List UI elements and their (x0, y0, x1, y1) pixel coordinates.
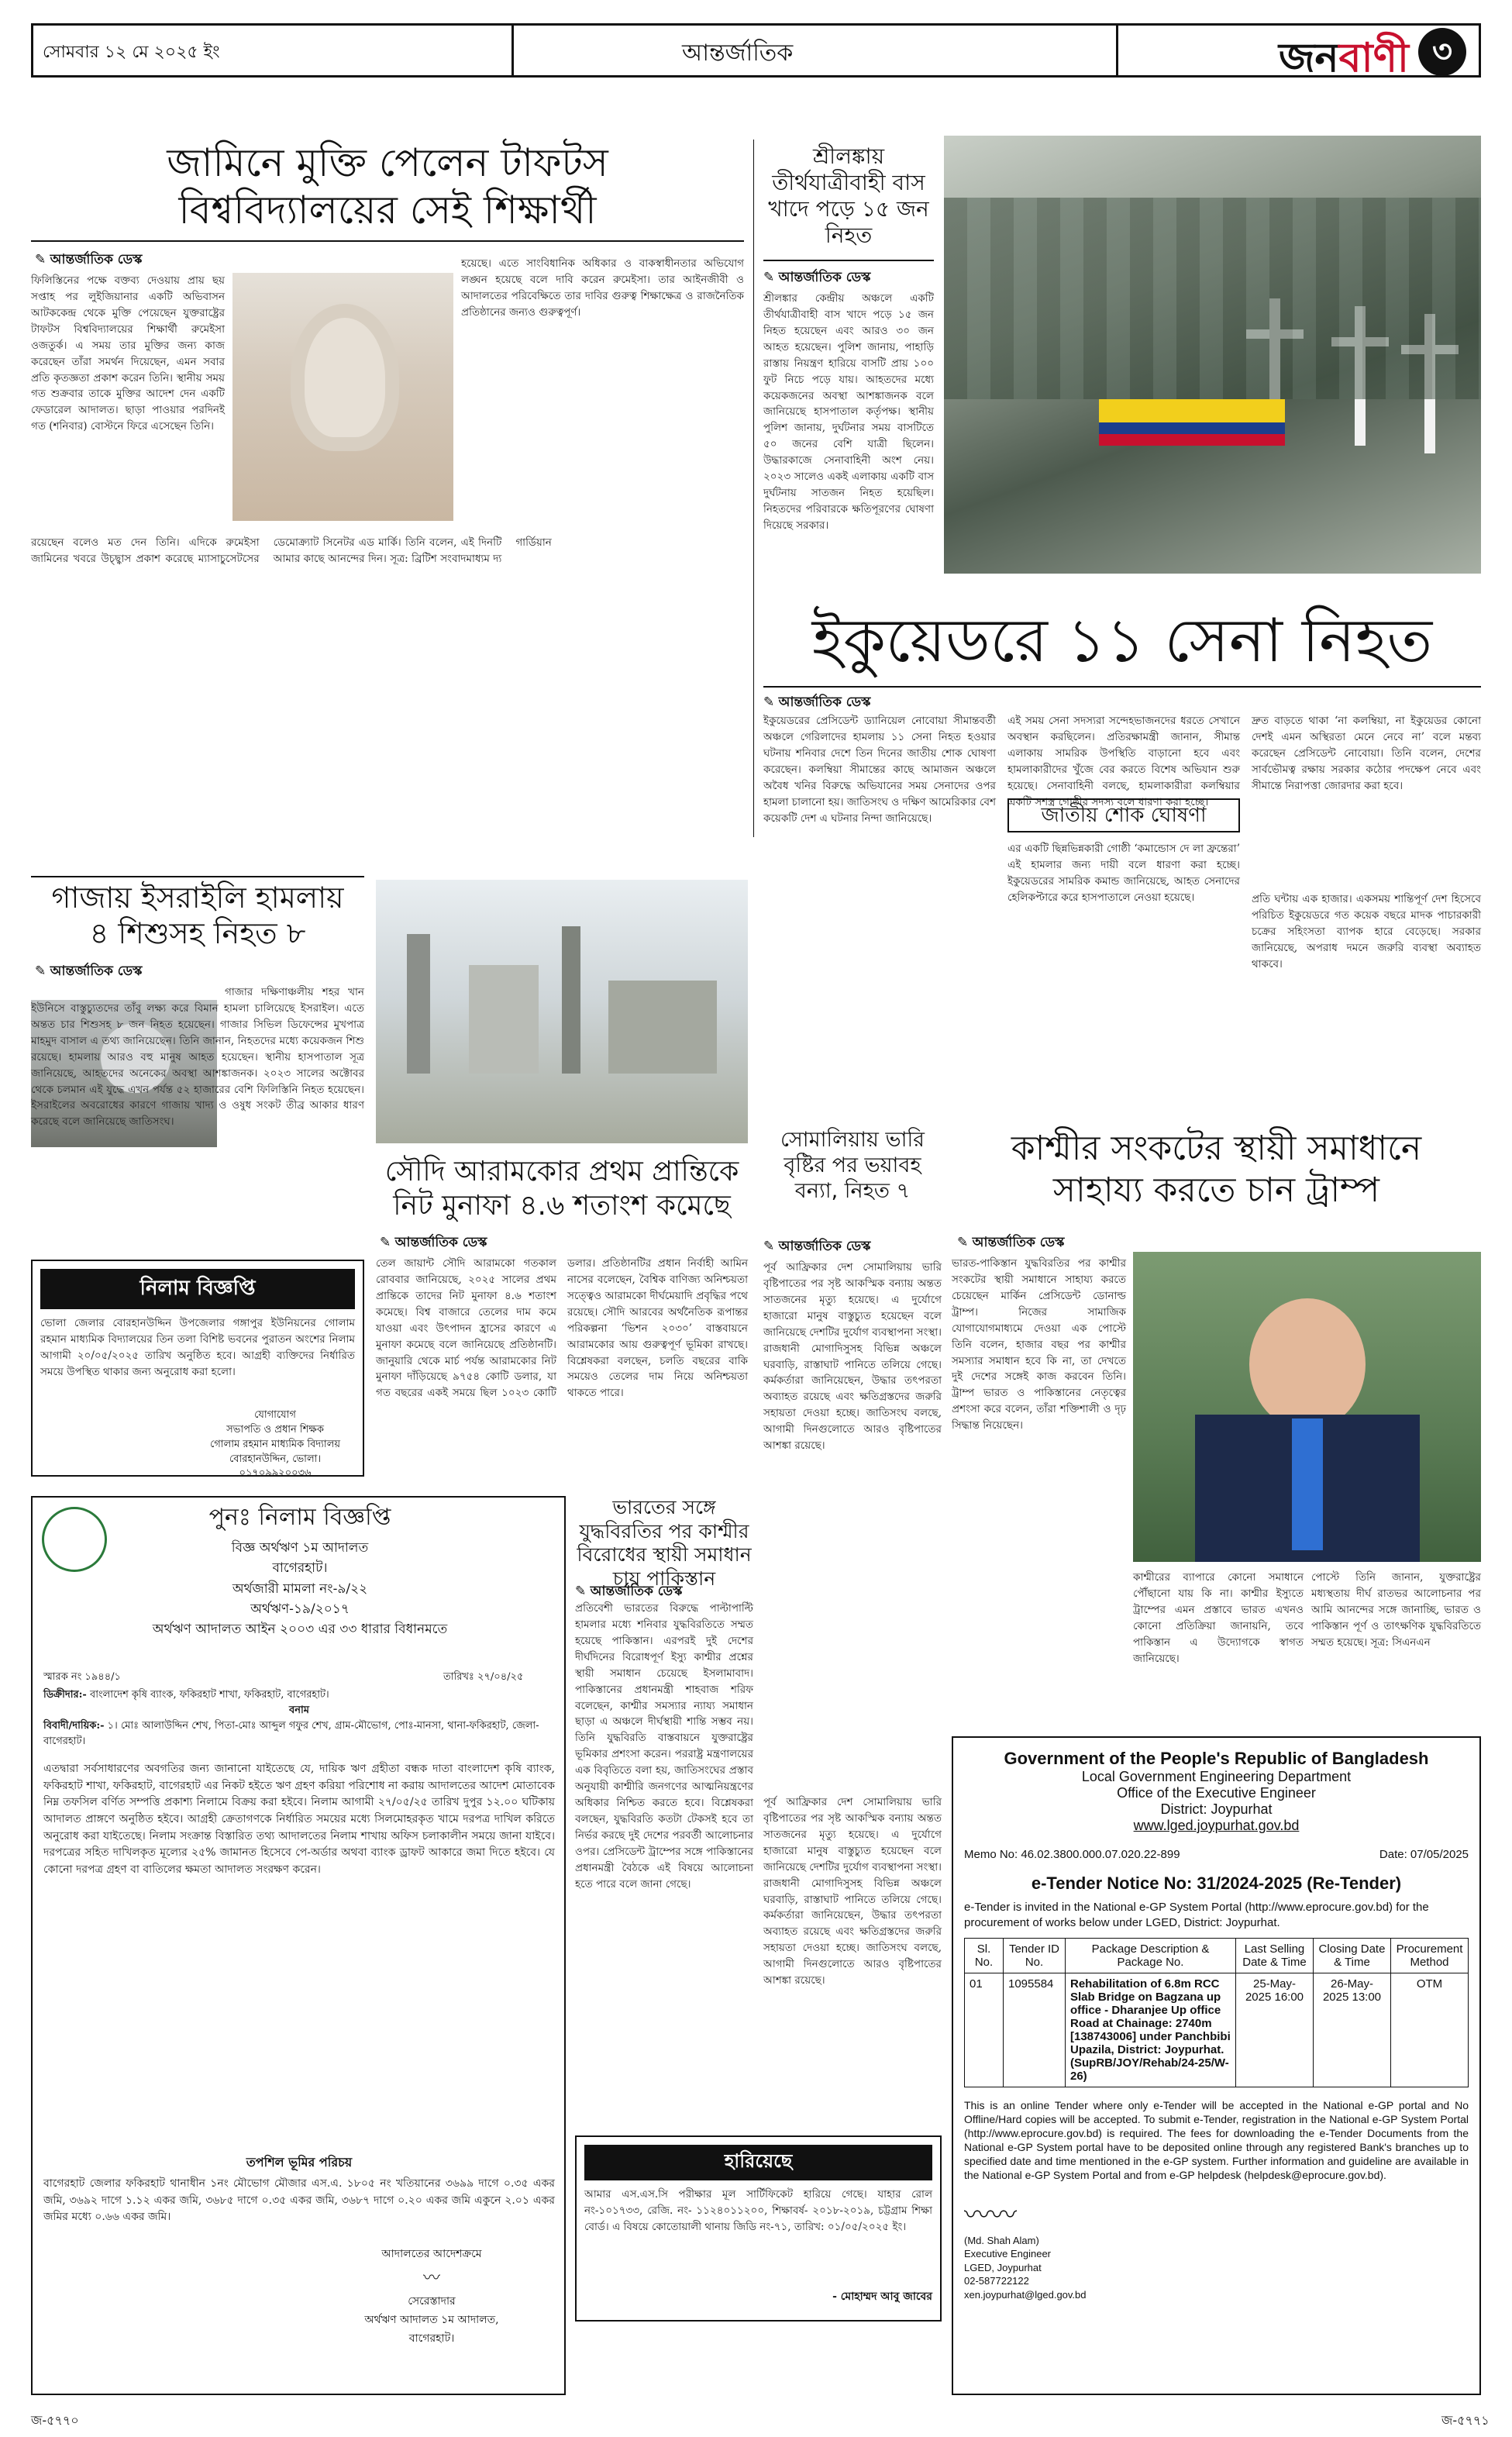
case-line: অর্থজারী মামলা নং-৯/২২ (232, 1580, 368, 1597)
newspaper-logo (1279, 26, 1409, 94)
article-desk: ✎ আন্তর্জাতিক ডেস্ক (35, 250, 142, 271)
headline-line: গাজায় ইসরাইলি হামলায় (51, 881, 344, 915)
office-name: Office of the Executive Engineer (1117, 1785, 1316, 1801)
divider (763, 260, 934, 261)
memo-number: Memo No: 46.02.3800.000.07.020.22-899 (964, 1848, 1180, 1861)
column-header: Closing Date & Time (1314, 1938, 1391, 1973)
article-headline: ইকুয়েডরে ১১ সেনা নিহত (811, 606, 1433, 676)
person-tie (1292, 1418, 1323, 1550)
case-line: অর্থঋণ-১৯/২০১৭ (250, 1601, 350, 1618)
column-header: Sl. No. (965, 1938, 1004, 1973)
article-desk: ✎ আন্তর্জাতিক ডেস্ক (35, 961, 142, 983)
article-body: গাজার দক্ষিণাঞ্চলীয় শহর খান ইউনিসে বাস্তুচ্যুতদের তাঁবু লক্ষ্য করে বিমান হামলা চালিয়েছে ইসরাইল। এতে অন্তত চার শিশুসহ ৮ জন নিহত হয়েছেন। গাজার সিভিল ডিফেন্সের মুখপাত্র মাহমুদ বাসাল এ তথ্য জানিয়েছেন। তিনি জানান, নিহতদের মধ্যে কয়েকজন শিশু রয়েছে। হামলায় আরও বহু মানুষ আহত হয়েছেন। স্থানীয় হাসপাতাল সূত্র জানিয়েছে, আহতদের অনেকের অবস্থা আশঙ্কাজনক। ২০২৩ সালের অক্টোবর থেকে চলমান এই যুদ্ধে এখন পর্যন্ত ৫২ হাজারের বেশি ফিলিস্তিনি নিহত হয়েছেন। ইসরাইলের অবরোধের কারণে গাজায় খাদ্য ও ওষুধ সংকট তীব্র আকার ধারণ করেছে বলে জানিয়েছে জাতিসংঘ। (31, 986, 364, 1129)
memo-date: Date: 07/05/2025 (1379, 1848, 1469, 1861)
article-desk: ✎ আন্তর্জাতিক ডেস্ক (763, 1236, 870, 1258)
tender-intro: e-Tender is invited in the National e-GP System Portal (http://www.eprocure.gov.bd) for the procurement of works below under LGED, District: Joypurhat. (964, 1901, 1429, 1930)
article-body: ফিলিস্তিনের পক্ষে বক্তব্য দেওয়ায় প্রায় ছয় সপ্তাহ পর লুইজিয়ানার একটি অভিবাসন আটককেন্দ্র থেকে মুক্তি পেয়েছেন যুক্তরাষ্ট্রের টাফটস বিশ্ববিদ্যালয়ের শিক্ষার্থী রুমেইসা ওজতুর্ক। এ সময় তার মুক্তির জন্য কাজ করেছেন তাঁরা সমর্থন দিয়েছেন, এমন সবার প্রতি কৃতজ্ঞতা প্রকাশ করেন তিনি। স্থানীয় সময় গত শুক্রবার তাকে মুক্তির আদেশ দেন একটি ফেডারেল আদালত। ছাড়া পাওয়ার পরদিনই গত (শনিবার) বোস্টনে ফিরে এসেছেন তিনি। (31, 274, 225, 433)
signature-scribble: 〰〰 (964, 2199, 1017, 2231)
article-body: পোস্টে তিনি জানান, যুক্তরাষ্ট্রের মধ্যস্থতায় দীর্ঘ রাতভর আলোচনার পর আমি আনন্দের সঙ্গে জানাচ্ছি, ভারত ও পাকিস্তান পূর্ণ ও তাৎক্ষণিক যুদ্ধবিরতিতে সম্মত হয়েছে। সূত্র: সিএনএন (1311, 1571, 1481, 1649)
headline-line: নিট মুনাফা ৪.৬ শতাংশ কমেছে (393, 1189, 731, 1222)
memo-date: তারিখঃ ২৭/০৪/২৫ (443, 1671, 524, 1683)
tender-table (964, 1938, 1469, 2087)
parties (43, 1687, 555, 1750)
masthead-divider (1116, 23, 1118, 78)
tender-notice (952, 1736, 1481, 2395)
signature-line: xen.joypurhat@lged.gov.bd (964, 2288, 1087, 2301)
soldiers-funeral-photo (944, 136, 1481, 574)
column-header: Package Description & Package No. (1066, 1938, 1236, 1973)
tender-signature (964, 2198, 1469, 2302)
article-body: এই সময় সেনা সদস্যরা সন্দেহভাজনদের ধরতে সেখানে অবস্থান করছিলেন। প্রতিরক্ষামন্ত্রী জানান, সীমান্ত এলাকায় সামরিক উপস্থিতি বাড়ানো হবে এবং হামলাকারীদের খুঁজে বের করতে বিশেষ অভিযান শুরু হয়েছে। সেনাবাহিনী বলছে, হামলাকারীরা কলম্বিয়ার একটি সশস্ত্র গোষ্ঠীর সদস্য বলে ধারণা করা হচ্ছে। (1007, 715, 1240, 808)
district-name: District: Joypurhat (1160, 1801, 1273, 1817)
headline-line: সৌদি আরামকোর প্রথম প্রান্তিকে (384, 1156, 739, 1187)
signature-scribble: 〰 (422, 2268, 440, 2288)
signature-line: LGED, Joypurhat (964, 2261, 1042, 2273)
cell-last-sell: 25-May-2025 16:00 (1236, 1973, 1314, 2087)
divider (31, 876, 364, 877)
trump-photo (1133, 1252, 1481, 1562)
sub-headline: জাতীয় শোক ঘোষণা (1007, 798, 1240, 832)
tower (407, 934, 430, 1074)
cell-id: 1095584 (1004, 1973, 1066, 2087)
court-seal-icon (42, 1507, 107, 1572)
cell-desc: Rehabilitation of 6.8m RCC Slab Bridge on Bagzana up office - Dharanjee Up office Road at Chainage: 2740m [138743006] under Panchbibi Upazila, District: Joypurhat. (SupRB/JOY/Rehab/24-25/W-26) (1066, 1973, 1236, 2087)
ad-code-right: জ-৫৭৭১ (1441, 2413, 1490, 2428)
article-body: ইকুয়েডরের প্রেসিডেন্ট ড্যানিয়েল নোবোয়া সীমান্তবর্তী অঞ্চলে গেরিলাদের হামলায় ১১ সেনা নিহত হওয়ার ঘটনায় শনিবার দেশে তিন দিনের জাতীয় শোক ঘোষণা করেছেন। কলম্বিয়া সীমান্তের কাছে আমাজন অঞ্চলে অবৈধ খনির বিরুদ্ধে অভিযানের সময় সেনাদের ওপর হামলা চালানো হয়। জাতিসংঘ ও দক্ষিণ আমেরিকার বেশ কয়েকটি দেশ এ ঘটনার নিন্দা জানিয়েছে। (763, 715, 996, 825)
schedule-title: তপশিল ভূমির পরিচয় (246, 2155, 353, 2170)
article-body: পূর্ব আফ্রিকার দেশ সোমালিয়ায় ভারি বৃষ্টিপাতের পর সৃষ্ট আকস্মিক বন্যায় অন্তত সাতজনের মৃত্যু হয়েছে। এ দুর্যোগে হাজারো মানুষ বাস্তুচ্যুত হয়েছেন বলে জানিয়েছে দেশটির দুর্যোগ ব্যবস্থাপনা সংস্থা। রাজধানী মোগাদিসুসহ বিভিন্ন অঞ্চলে ঘরবাড়ি, রাস্তাঘাট পানিতে তলিয়ে গেছে। কর্মকর্তারা জানিয়েছেন, উদ্ধার তৎপরতা অব্যাহত রয়েছে এবং ক্ষতিগ্রস্তদের জরুরি সহায়তা দেওয়া হচ্ছে। জাতিসংঘ বলছে, আগামী দিনগুলোতে আরও বৃষ্টিপাতের আশঙ্কা রয়েছে। (763, 1796, 942, 1987)
memo-number: স্মারক নং ১৯৪৪/১ (43, 1671, 121, 1683)
person-face (1249, 1298, 1366, 1430)
notice-title: পুনঃ নিলাম বিজ্ঞপ্তি (208, 1504, 391, 1531)
divider (31, 240, 744, 242)
article-headline: সোমালিয়ায় ভারি বৃষ্টির পর ভয়াবহ বন্যা, নিহত ৭ (780, 1128, 925, 1203)
tower (562, 926, 580, 1074)
signature-line: ০১৭০৯৯২০০৩৬ (239, 1467, 312, 1480)
tank (608, 981, 717, 1074)
court-name (110, 1538, 490, 1640)
dept-name: Local Government Engineering Department (1081, 1769, 1352, 1784)
notice-body: ভোলা জেলার বোরহানউদ্দিন উপজেলার গঙ্গাপুর ইউনিয়নের গোলাম রহমান মাধ্যমিক বিদ্যালয়ের তিন তলা বিশিষ্ট ভবনের পুরাতন অংশের নিলাম আগামী ২০/০৫/২০২৫ তারিখ অনুষ্ঠিত হবে। আগ্রহী ব্যক্তিদের নির্ধারিত সময়ে উপস্থিত থাকার জন্য অনুরোধ করা হলো। (40, 1317, 355, 1378)
signature-line: বোরহানউদ্দিন, ভোলা। (229, 1453, 322, 1465)
website-link[interactable]: www.lged.joypurhat.gov.bd (1133, 1818, 1300, 1833)
re-auction-notice (31, 1496, 566, 2395)
lost-notice (575, 2135, 942, 2322)
signature-line: অর্থঋণ আদালত ১ম আদালত, (364, 2313, 499, 2326)
cell-sl: 01 (965, 1973, 1004, 2087)
article-body: পূর্ব আফ্রিকার দেশ সোমালিয়ায় ভারি বৃষ্টিপাতের পর সৃষ্ট আকস্মিক বন্যায় অন্তত সাতজনের মৃত্যু হয়েছে। এ দুর্যোগে হাজারো মানুষ বাস্তুচ্যুত হয়েছেন বলে জানিয়েছে দেশটির দুর্যোগ ব্যবস্থাপনা সংস্থা। রাজধানী মোগাদিসুসহ বিভিন্ন অঞ্চলে ঘরবাড়ি, রাস্তাঘাট পানিতে তলিয়ে গেছে। কর্মকর্তারা জানিয়েছেন, উদ্ধার তৎপরতা অব্যাহত রয়েছে এবং ক্ষতিগ্রস্তদের জরুরি সহায়তা দেওয়া হচ্ছে। জাতিসংঘ বলছে, আগামী দিনগুলোতে আরও বৃষ্টিপাতের আশঙ্কা রয়েছে। (763, 1261, 942, 1453)
debtor: ১। মোঃ আলাউদ্দিন শেখ, পিতা-মোঃ আব্দুল গফুর শেখ, গ্রাম-মৌভোগ, পোঃ-মানসা, থানা-ফকিরহাট, জেলা-বাগেরহাট। (43, 1720, 539, 1748)
court-line: বাগেরহাট। (272, 1560, 328, 1577)
headline-line: কাশ্মীর সংকটের স্থায়ী সমাধানে (1011, 1129, 1422, 1168)
article-body: রয়েছেন বলেও মত দেন তিনি। এদিকে রুমেইসা জামিনের খবরে উচ্ছ্বাস প্রকাশ করেছে ম্যাসাচুসেটসের ডেমোক্র্যাট সিনেটর এড মার্কি। তিনি বলেন, এই দিনটি আমার কাছে আনন্দের দিন। সূত্র: ব্রিটিশ সংবাদমাধ্যম দ্য গার্ডিয়ান (31, 536, 552, 565)
section-title: আন্তর্জাতিক (682, 40, 794, 67)
article-headline: ভারতের সঙ্গে যুদ্ধবিরতির পর কাশ্মীর বিরোধের স্থায়ী সমাধান চায় পাকিস্তান (577, 1496, 752, 1590)
article-body: কাশ্মীরের ব্যাপারে কোনো সমাধানে পৌঁছানো যায় কি না। কাশ্মীর ইস্যুতে ট্রাম্পের এমন প্রস্তাবে ভারত এখনও কোনো প্রতিক্রিয়া জানায়নি, তবে পাকিস্তান এ উদ্যোগকে স্বাগত জানিয়েছে। (1133, 1571, 1304, 1665)
versus-label: বনাম (289, 1705, 309, 1717)
page-number: ৩ (1418, 28, 1466, 76)
person-figure (291, 304, 399, 451)
schedule-body: বাগেরহাট জেলার ফকিরহাট থানাধীন ১নং মৌভোগ মৌজার এস.এ. ১৮০৫ নং খতিয়ানের ৩৬৯৯ দাগে ০.৩৫ একর জমি, ৩৬৯২ দাগে ১.১২ একর জমি, ৩৬৮৫ দাগে ০.৩৫ একর জমি, ৩৬৮৭ দাগে ০.২০ একর জমি একুনে ২.০১ একর জমির মধ্যে ০.৬৬ একর জমি। (43, 2177, 555, 2224)
masthead-divider (511, 23, 514, 78)
soldiers-row (944, 198, 1481, 399)
divider (763, 686, 1481, 688)
article-body: প্রতি ঘন্টায় এক হাজার। একসময় শান্তিপূর্ণ দেশ হিসেবে পরিচিত ইকুয়েডরে গত কয়েক বছরে মাদক পাচারকারী চক্রের সহিংসতা ব্যাপক হারে বেড়েছে। সরকার জানিয়েছে, অপরাধ দমনে জরুরি ব্যবস্থা অব্যাহত থাকবে। (1252, 893, 1481, 970)
headline-line: জামিনে মুক্তি পেলেন টাফটস (167, 140, 608, 185)
column-header: Last Selling Date & Time (1236, 1938, 1314, 1973)
article-desk: ✎ আন্তর্জাতিক ডেস্ক (957, 1232, 1064, 1254)
decree-holder: বাংলাদেশ কৃষি ব্যাংক, ফকিরহাট শাখা, ফকিরহাট, বাগেরহাট। (89, 1689, 329, 1701)
article-desk: ✎ আন্তর্জাতিক ডেস্ক (380, 1232, 487, 1254)
headline-line: বিশ্ববিদ্যালয়ের সেই শিক্ষার্থী (178, 188, 597, 233)
signature-line: যোগাযোগ (254, 1409, 296, 1421)
article-headline (31, 880, 364, 952)
tank (469, 965, 539, 1074)
flag-draped-coffin (1099, 399, 1285, 446)
notice-body: এতদ্বারা সর্বসাধারণের অবগতির জন্য জানানো যাইতেছে যে, দায়িক ঋণ গ্রহীতা বন্ধক দাতা বাংলাদেশ কৃষি ব্যাংক, ফকিরহাট শাখা, ফকিরহাট, বাগেরহাট এর নিকট হইতে ঋণ গ্রহণ করিয়া পরিশোধ না করায় আদালতের আদেশ মোতাবেক নিম্ন তফসিল বর্ণিত সম্পত্তি প্রকাশ্য নিলামে বিক্রয় করা হইবে। নিলাম আগামী ২৭/০৫/২৫ তারিখ দুপুর ১২.০০ ঘটিকায় আদালত প্রাঙ্গণে অনুষ্ঠিত হইবে। আগ্রহী ক্রেতাগণকে নির্ধারিত সময়ের মধ্যে সিলমোহরকৃত খামে দরপত্র দাখিল করিতে অনুরোধ করা যাইতেছে। নিলাম সংক্রান্ত বিস্তারিত তথ্য আদালতের নিলাম শাখায় অফিস চলাকালীন সময়ে জানা যাইবে। দরপত্রের সহিত দাখিলকৃত মূল্যের ২৫% জামানত হিসেবে পে-অর্ডার অথবা ব্যাংক ড্রাফট আকারে জমা দিতে হইবে। যে কোনো দরপত্র গ্রহণ বা বাতিলের ক্ষমতা আদালত সংরক্ষণ করেন। (43, 1763, 555, 1877)
article-body: প্রতিবেশী ভারতের বিরুদ্ধে পাল্টাপাল্টি হামলার মধ্যে শনিবার যুদ্ধবিরতিতে সম্মত হয়েছে পাকিস্তান। এরপরই দুই দেশের দীর্ঘদিনের বিরোধপূর্ণ ইস্যু কাশ্মীর প্রশ্নের স্থায়ী সমাধান চেয়েছে ইসলামাবাদ। পাকিস্তানের প্রধানমন্ত্রী শাহবাজ শরিফ বলেছেন, কাশ্মীর সমস্যার ন্যায্য সমাধান ছাড়া এ অঞ্চলে দীর্ঘস্থায়ী শান্তি সম্ভব নয়। তিনি যুদ্ধবিরতি বাস্তবায়নে যুক্তরাষ্ট্রের ভূমিকার প্রশংসা করেন। পররাষ্ট্র মন্ত্রণালয়ের এক বিবৃতিতে বলা হয়, জাতিসংঘের প্রস্তাব অনুযায়ী কাশ্মীরি জনগণের আত্মনিয়ন্ত্রণের অধিকার নিশ্চিত করতে হবে। বিশ্লেষকরা বলছেন, যুদ্ধবিরতি কতটা টেকসই হবে তা নির্ভর করছে দুই দেশের পরবর্তী আলোচনার ওপর। প্রেসিডেন্ট ট্রাম্পের সঙ্গে পাকিস্তানের প্রধানমন্ত্রী বৈঠকে এই বিষয়ে আলোচনা হতে পারে বলে জানা গেছে। (575, 1602, 753, 1891)
article-body: এর একটি ছিন্নভিন্নকারী গোষ্ঠী ‘কমান্ডোস দে লা ফ্রন্তেরা’ এই হামলার জন্য দায়ী বলে ধারণা করা হচ্ছে। ইকুয়েডরের সামরিক কমান্ড জানিয়েছে, আহত সেনাদের হেলিকপ্টারে করে হাসপাতালে নেওয়া হয়েছে। (1007, 843, 1240, 904)
issue-date: সোমবার ১২ মে ২০২৫ ইং (43, 43, 220, 62)
gov-name: Government of the People's Republic of Bangladesh (1004, 1749, 1429, 1768)
auction-notice (31, 1260, 364, 1480)
headline-line: ৪ শিশুসহ নিহত ৮ (89, 916, 306, 951)
notice-signature (195, 1408, 355, 1481)
article-body: দ্রুত বাড়তে থাকা ‘না কলম্বিয়া, না ইকুয়েডর কোনো দেশই এমন অস্থিরতা মেনে নেবে না’ বলে মন্তব্য করেছেন প্রেসিডেন্ট নোবোয়া। তিনি বলেন, দেশের সার্বভৌমত্ব রক্ষায় সরকার কঠোর পদক্ষেপ নেবে এবং সীমান্তে নিরাপত্তা জোরদার করা হবে। (1252, 715, 1481, 792)
aramco-refinery-photo (376, 880, 748, 1143)
cell-method: OTM (1391, 1973, 1469, 2087)
notice-name: - মোহাম্মদ আবু জাবের (832, 2291, 932, 2303)
article-body: হয়েছে। এতে সাংবিধানিক অধিকার ও বাকস্বাধীনতার অভিযোগ লঙ্ঘন হয়েছে বলে দাবি করেন রুমেইসা। তার আইনজীবী ও আদালতের পরিবেক্ষিতে তার দাবির গুরুত্ব শিক্ষাক্ষেত্র ও রাজনৈতিক প্রতিষ্ঠানের জন্যও গুরুত্বপূর্ণ। (461, 257, 744, 319)
signature-line: বাগেরহাট। (408, 2332, 455, 2345)
act-line: অর্থঋণ আদালত আইন ২০০৩ এর ৩৩ ধারার বিধানমতে (152, 1622, 448, 1638)
signature-line: আদালতের আদেশক্রমে (381, 2248, 482, 2260)
signature-line: (Md. Shah Alam) (964, 2234, 1039, 2246)
signature-line: সেরেস্তাদার (408, 2295, 456, 2308)
logo-part-b: বাণী (1338, 35, 1409, 81)
notice-title: হারিয়েছে (584, 2145, 932, 2180)
student-photo (232, 273, 453, 521)
article-headline (31, 140, 744, 234)
tender-title: e-Tender Notice No: 31/2024-2025 (Re-Tender) (1031, 1873, 1402, 1893)
court-line: বিজ্ঞ অর্থঋণ ১ম আদালত (231, 1540, 369, 1556)
signature-line: সভাপতি ও প্রধান শিক্ষক (226, 1423, 324, 1436)
column-rule (753, 140, 754, 837)
signature-line: 02-587722122 (964, 2275, 1029, 2287)
article-body: ভারত-পাকিস্তান যুদ্ধবিরতির পর কাশ্মীর সংকটের স্থায়ী সমাধানে সাহায্য করতে চেয়েছেন মার্কিন প্রেসিডেন্ট ডোনাল্ড ট্রাম্প। নিজের সামাজিক যোগাযোগমাধ্যমে দেওয়া এক পোস্টে তিনি বলেন, হাজার বছর পর কাশ্মীর সমস্যার সমাধান হবে কি না, তা দেখতে দুই দেশের সঙ্গেই কাজ করবেন তিনি। ট্রাম্প ভারত ও পাকিস্তানের নেতৃত্বের প্রশংসা করে বলেন, তাঁরা শক্তিশালী ও দৃঢ় সিদ্ধান্ত নিয়েছেন। (952, 1257, 1126, 1432)
column-header: Tender ID No. (1004, 1938, 1066, 1973)
signature-line: গোলাম রহমান মাধ্যমিক বিদ্যালয় (209, 1438, 341, 1450)
table-header-row (965, 1938, 1469, 1973)
tender-note: This is an online Tender where only e-Tender will be accepted in the National e-GP portal and No Offline/Hard copies will be accepted. To submit e-Tender, registration in the National e-GP System Portal (http://www.eprocure.gov.bd) is required. The fees for downloading the e-Tender Documents from the National e-GP System portal have to be deposited online through any registered Bank's branches up to specified date and time mentioned in the e-GP system. Further information and guideline are available in the National e-GP System Portal and from e-GP helpdesk (helpdesk@eprocure.gov.bd). (964, 2098, 1469, 2182)
decree-label: ডিক্রীদার:- (43, 1689, 87, 1701)
article-body: শ্রীলঙ্কার কেন্দ্রীয় অঞ্চলে একটি তীর্থযাত্রীবাহী বাস খাদে পড়ে ১৫ জন নিহত হয়েছেন এবং আরও ৩০ জন আহত হয়েছেন। পুলিশ জানায়, পাহাড়ি রাস্তায় নিয়ন্ত্রণ হারিয়ে বাসটি প্রায় ১০০ ফুট নিচে পড়ে যায়। আহতদের মধ্যে কয়েকজনের অবস্থা আশঙ্কাজনক বলে জানিয়েছে হাসপাতাল কর্তৃপক্ষ। স্থানীয় পুলিশ জানায়, দুর্ঘটনার সময় বাসটিতে ৫০ জনের বেশি যাত্রী ছিলেন। উদ্ধারকাজে সেনাবাহিনী অংশ নেয়। ২০২৩ সালেও একই এলাকায় একটি বাস দুর্ঘটনায় সাতজন নিহত হয়েছিল। নিহতদের পরিবারকে ক্ষতিপূরণের ঘোষণা দিয়েছে সরকার। (763, 292, 934, 532)
article-headline (952, 1128, 1481, 1211)
debtor-label: বিবাদী/দায়িক:- (43, 1720, 105, 1732)
notice-signature (312, 2246, 552, 2349)
article-desk: ✎ আন্তর্জাতিক ডেস্ক (763, 267, 870, 289)
article-headline: শ্রীলঙ্কায় তীর্থযাত্রীবাহী বাস খাদে পড়ে ১৫ জন নিহত (768, 143, 929, 249)
column-header: Procurement Method (1391, 1938, 1469, 1973)
memo-row (964, 1848, 1469, 1861)
article-desk: ✎ আন্তর্জাতিক ডেস্ক (575, 1581, 682, 1603)
cell-closing: 26-May-2025 13:00 (1314, 1973, 1391, 2087)
notice-title: নিলাম বিজ্ঞপ্তি (40, 1269, 355, 1309)
article-desk: ✎ আন্তর্জাতিক ডেস্ক (763, 692, 870, 714)
notice-body: আমার এস.এস.সি পরীক্ষার মূল সার্টিফিকেট হারিয়ে গেছে। যাহার রোল নং-১০১৭৩৩, রেজি. নং- ১১২৪০১১২০০, শিক্ষাবর্ষ- ২০১৮-২০১৯, চট্টগ্রাম শিক্ষা বোর্ড। এ বিষয়ে কোতোয়ালী থানায় জিডি নং-৭১, তারিখ: ০১/০৫/২০২৫ ইং। (584, 2188, 932, 2233)
logo-part-a: জন (1279, 35, 1339, 81)
article-body: তেল জায়ান্ট সৌদি আরামকো গতকাল রোববার জানিয়েছে, ২০২৫ সালের প্রথম প্রান্তিকে তাদের নিট মুনাফা ৪.৬ শতাংশ কমেছে। বিশ্ব বাজারে তেলের দাম কমে যাওয়া এবং উৎপাদন হ্রাসের কারণে এ মুনাফা কমেছে বলে জানিয়েছে প্রতিষ্ঠানটি। জানুয়ারি থেকে মার্চ পর্যন্ত আরামকোর নিট মুনাফা দাঁড়িয়েছে ৯৭৫৪ কোটি ডলার, যা গত বছরের একই সময়ে ছিল ১০২৩ কোটি ডলার। প্রতিষ্ঠানটির প্রধান নির্বাহী আমিন নাসের বলেছেন, বৈশ্বিক বাণিজ্য অনিশ্চয়তা সত্ত্বেও আরামকো দীর্ঘমেয়াদি প্রবৃদ্ধির পথে রয়েছে। সৌদি আরবের অর্থনৈতিক রূপান্তর পরিকল্পনা ‘ভিশন ২০৩০’ বাস্তবায়নে আরামকোর আয় গুরুত্বপূর্ণ ভূমিকা রাখছে। বিশ্লেষকরা বলছেন, চলতি বছরের বাকি সময়েও তেলের দাম নিয়ে অনিশ্চয়তা থাকতে পারে। (376, 1257, 748, 1400)
table-row (965, 1973, 1469, 2087)
article-headline (376, 1155, 748, 1223)
ad-code-left: জ-৫৭৭০ (31, 2413, 79, 2428)
signature-line: Executive Engineer (964, 2248, 1052, 2260)
headline-line: সাহায্য করতে চান ট্রাম্প (1052, 1170, 1380, 1210)
